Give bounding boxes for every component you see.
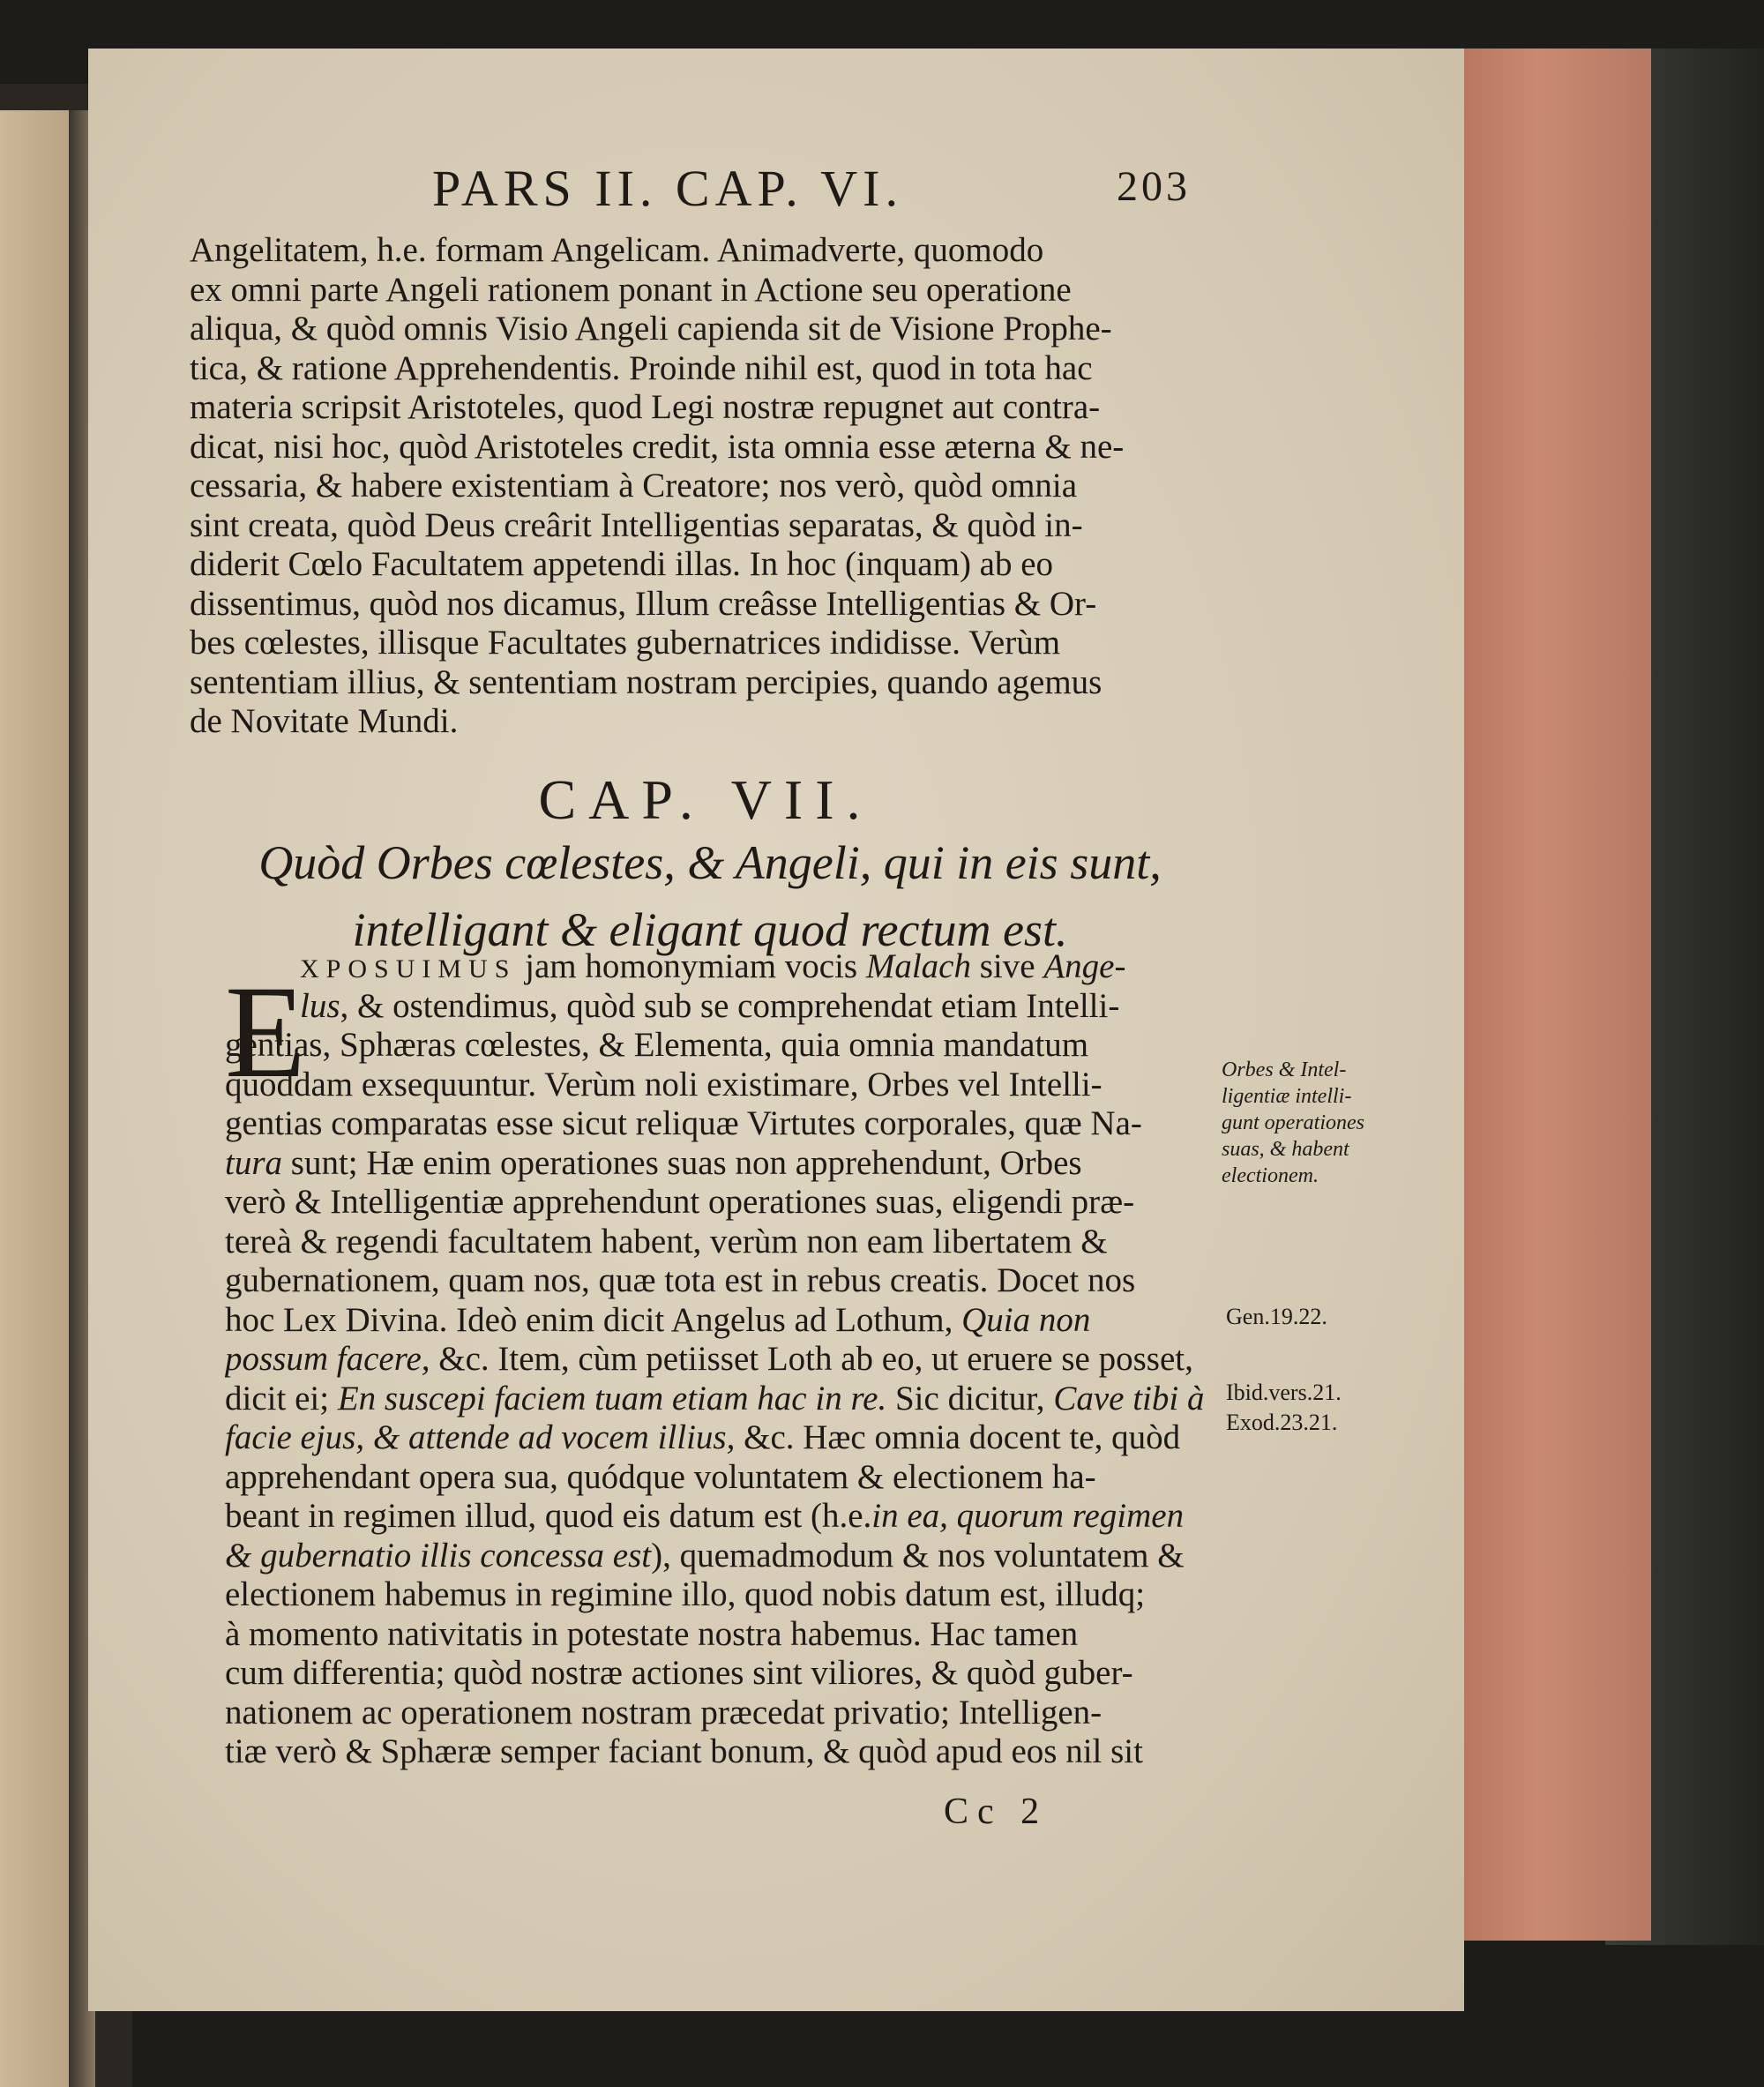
italic-run: lus bbox=[300, 986, 340, 1025]
text-line: apprehendant opera sua, quódque voluntatem & electionem ha- bbox=[225, 1457, 1096, 1496]
text-line bbox=[225, 1536, 1222, 1575]
text-line bbox=[225, 1496, 1222, 1536]
italic-run: En suscepi faciem tuam etiam hac in re. bbox=[337, 1379, 887, 1418]
text-line: dissentimus, quòd nos dicamus, Illum creâsse Intelligentias & Or- bbox=[190, 584, 1097, 623]
chapter-title bbox=[203, 829, 1217, 963]
text-line bbox=[225, 1339, 1222, 1379]
text-line: Angelitatem, h.e. formam Angelicam. Animadverte, quomodo bbox=[190, 231, 1044, 269]
text-line: à momento nativitatis in potestate nostra habemus. Hac tamen bbox=[225, 1614, 1079, 1653]
text-run: sunt; Hæ enim operationes suas non apprehendunt, Orbes bbox=[282, 1143, 1082, 1182]
chapter-title-line: intelligant & eligant quod rectum est. bbox=[352, 903, 1068, 956]
margin-note bbox=[1222, 1057, 1424, 1189]
page-block-edge bbox=[1460, 49, 1651, 1941]
text-run: , & ostendimus, quòd sub se comprehendat etiam Intelli- bbox=[340, 986, 1120, 1025]
text-line: tereà & regendi facultatem habent, verùm non eam libertatem & bbox=[225, 1222, 1108, 1260]
margin-note-line: electionem. bbox=[1222, 1164, 1319, 1187]
italic-run: Ange- bbox=[1043, 947, 1126, 985]
italic-run: tura bbox=[225, 1143, 283, 1182]
italic-run: Malach bbox=[865, 947, 971, 985]
text-run: sive bbox=[971, 947, 1044, 985]
margin-reference: Exod.23.21. bbox=[1226, 1410, 1338, 1435]
text-run: dicit ei; bbox=[225, 1379, 338, 1418]
text-run: beant in regimen illud, quod eis datum est (h.e. bbox=[225, 1497, 872, 1535]
text-line: ex omni parte Angeli rationem ponant in Actione seu operatione bbox=[190, 270, 1072, 309]
text-line bbox=[225, 1379, 1222, 1418]
signature-mark: Cc 2 bbox=[944, 1792, 1049, 1832]
text-line: sententiam illius, & sententiam nostram percipies, quando agemus bbox=[190, 662, 1102, 701]
text-line bbox=[225, 986, 1222, 1026]
chapter-heading: CAP. VII. bbox=[538, 768, 873, 831]
text-line: cessaria, & habere existentiam à Creatore; nos verò, quòd omnia bbox=[190, 467, 1078, 505]
text-line: gubernationem, quam nos, quæ tota est in rebus creatis. Docet nos bbox=[225, 1261, 1136, 1299]
margin-reference: Gen.19.22. bbox=[1226, 1304, 1327, 1329]
text-run: &c. Hæc omnia docent te, quòd bbox=[735, 1418, 1181, 1456]
text-line: diderit Cœlo Facultatem appetendi illas. In hoc (inquam) ab eo bbox=[190, 545, 1054, 583]
text-run: hoc Lex Divina. Ideò enim dicit Angelus ad Lothum, bbox=[225, 1300, 962, 1339]
margin-note-line: gunt operationes bbox=[1222, 1111, 1364, 1134]
margin-reference: Ibid.vers.21. bbox=[1226, 1380, 1342, 1405]
body-text-chapter bbox=[225, 946, 1222, 1771]
text-line bbox=[225, 1143, 1222, 1183]
chapter-title-line: Quòd Orbes cœlestes, & Angeli, qui in eis sunt, bbox=[258, 836, 1162, 889]
text-run: &c. Item, cùm petiisset Loth ab eo, ut eruere se posset, bbox=[430, 1340, 1193, 1378]
text-line: gentias, Sphæras cœlestes, & Elementa, quia omnia mandatum bbox=[225, 1026, 1089, 1064]
text-line: nationem ac operationem nostram præcedat privatio; Intelligen- bbox=[225, 1693, 1102, 1732]
text-line bbox=[225, 946, 1222, 986]
text-line: gentias comparatas esse sicut reliquæ Virtutes corporales, quæ Na- bbox=[225, 1104, 1142, 1142]
text-line bbox=[225, 1300, 1222, 1340]
body-text-top bbox=[190, 231, 1204, 742]
running-head: PARS II. CAP. VI. bbox=[432, 160, 903, 217]
text-line: tiæ verò & Sphæræ semper faciant bonum, & quòd apud eos nil sit bbox=[225, 1732, 1143, 1770]
italic-run: facie ejus, & attende ad vocem illius, bbox=[225, 1418, 736, 1456]
text-run: Sic dicitur, bbox=[886, 1379, 1054, 1418]
page-number: 203 bbox=[1117, 163, 1191, 210]
text-line: aliqua, & quòd omnis Visio Angeli capienda sit de Visione Prophe- bbox=[190, 310, 1112, 348]
text-line bbox=[225, 1418, 1222, 1457]
italic-run: in ea, quorum regimen bbox=[871, 1497, 1185, 1535]
margin-note-line: Orbes & Intel- bbox=[1222, 1058, 1347, 1081]
italic-run: Cave tibi à bbox=[1053, 1379, 1205, 1418]
text-run: ), quemadmodum & nos voluntatem & bbox=[651, 1536, 1185, 1575]
text-line: bes cœlestes, illisque Facultates gubernatrices indidisse. Verùm bbox=[190, 624, 1061, 662]
italic-run: possum facere, bbox=[225, 1340, 430, 1378]
text-line: quoddam exsequuntur. Verùm noli existimare, Orbes vel Intelli- bbox=[225, 1065, 1102, 1103]
text-line: verò & Intelligentiæ apprehendunt operationes suas, eligendi præ- bbox=[225, 1183, 1135, 1221]
page-header bbox=[432, 159, 1200, 238]
text-line: de Novitate Mundi. bbox=[190, 702, 459, 740]
italic-run: Quia non bbox=[961, 1300, 1091, 1339]
text-line: electionem habemus in regimine illo, quod nobis datum est, illudq; bbox=[225, 1575, 1146, 1613]
margin-note-line: ligentiæ intelli- bbox=[1222, 1085, 1352, 1108]
margin-note-line: suas, & habent bbox=[1222, 1138, 1349, 1161]
text-line: tica, & ratione Apprehendentis. Proinde nihil est, quod in tota hac bbox=[190, 348, 1093, 387]
smallcaps-word: XPOSUIMUS bbox=[300, 954, 517, 984]
left-page-edge bbox=[0, 110, 71, 2087]
text-line: dicat, nisi hoc, quòd Aristoteles credit, ista omnia esse æterna & ne- bbox=[190, 427, 1125, 466]
text-line: materia scripsit Aristoteles, quod Legi nostræ repugnet aut contra- bbox=[190, 388, 1101, 426]
drop-cap: E bbox=[225, 959, 306, 1105]
text-line: cum differentia; quòd nostræ actiones sint viliores, & quòd guber- bbox=[225, 1654, 1133, 1692]
text-line: sint creata, quòd Deus creârit Intelligentias separatas, & quòd in- bbox=[190, 505, 1083, 544]
italic-run: & gubernatio illis concessa est bbox=[225, 1536, 652, 1575]
text-run: jam homonymiam vocis bbox=[516, 947, 866, 985]
